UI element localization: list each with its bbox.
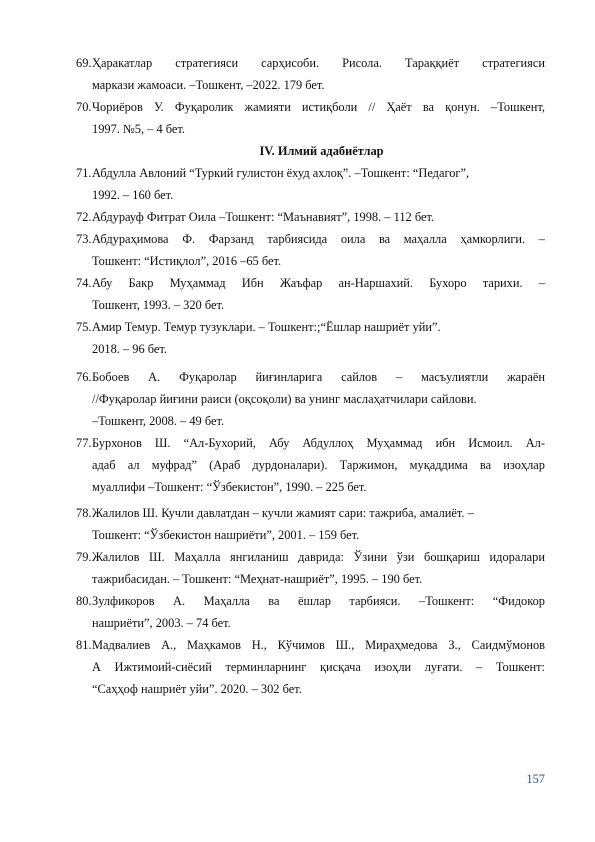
list-item — [76, 206, 545, 228]
list-item — [76, 162, 545, 206]
entry-line: Абдурауф Фитрат Оила –Тошкент: “Маънавият”, 1998. – 112 бет. — [92, 210, 435, 224]
entry-line: 1997. №5, – 4 бет. — [92, 122, 185, 136]
entry-line: Зулфикоров А. Маҳалла ва ёшлар тарбияси. –Тошкент: “Фидокор — [92, 594, 545, 608]
entry-line: Абдулла Авлоний “Туркий гулистон ёхуд ахлоқ”. –Тошкент: “Педагог”, — [92, 166, 470, 180]
entry-line: Жалилов Ш. Маҳалла янгиланиш даврида: Ўзини ўзи бошқариш идоралари — [92, 550, 545, 564]
list-item — [76, 366, 545, 432]
entry-number: 81. — [76, 638, 92, 652]
entry-line: Бурхонов Ш. “Ал-Бухорий, Абу Абдуллоҳ Муҳаммад ибн Исмоил. Ал- — [92, 436, 545, 450]
list-item — [76, 96, 545, 140]
list-item — [76, 634, 545, 700]
entry-line: “Саҳҳоф нашриёт уйи”. 2020. – 302 бет. — [92, 682, 302, 696]
entry-line: нашриёти”, 2003. – 74 бет. — [92, 616, 231, 630]
entry-line: Бобоев А. Фуқаролар йиғинларига сайлов – масъулиятли жараён — [92, 370, 545, 384]
entry-number: 69. — [76, 56, 92, 70]
section-heading: IV. Илмий адабиётлар — [259, 144, 384, 158]
entry-number: 70. — [76, 100, 92, 114]
entry-line: А Ижтимоий-сиёсий терминларнинг қисқача изоҳли луғати. – Тошкент: — [92, 660, 545, 674]
entry-number: 75. — [76, 320, 92, 334]
entry-line: тажрибасидан. – Тошкент: “Меҳнат-нашриёт”, 1995. – 190 бет. — [92, 572, 423, 586]
entry-line: адаб ал муфрад” (Араб дурдоналари). Таржимон, муқаддима ва изоҳлар — [92, 458, 545, 472]
entry-line: Абу Бакр Муҳаммад Ибн Жаъфар ан-Наршахий. Бухоро тарихи. – — [92, 276, 545, 290]
list-item — [76, 316, 545, 360]
list-item — [76, 502, 545, 546]
list-item — [76, 590, 545, 634]
entry-line: –Тошкент, 2008. – 49 бет. — [92, 414, 225, 428]
entry-line: Чориёров У. Фуқаролик жамияти истиқболи // Ҳаёт ва қонун. –Тошкент, — [92, 100, 545, 114]
list-item — [76, 432, 545, 498]
entry-number: 76. — [76, 370, 92, 384]
entry-number: 71. — [76, 166, 92, 180]
list-item — [76, 272, 545, 316]
list-item — [76, 546, 545, 590]
entry-line: 1992. – 160 бет. — [92, 188, 174, 202]
entry-line: Жалилов Ш. Кучли давлатдан – кучли жамият сари: тажриба, амалиёт. – — [92, 506, 474, 520]
entry-number: 74. — [76, 276, 92, 290]
entry-line: Ҳаракатлар стратегияси сарҳисоби. Рисола. Тараққиёт стратегияси — [92, 56, 545, 70]
entry-number: 79. — [76, 550, 92, 564]
entry-line: //Фуқаролар йиғини раиси (оқсоқоли) ва унинг маслаҳатчилари сайлови. — [92, 392, 477, 406]
entry-number: 72. — [76, 210, 92, 224]
entry-line: Тошкент: “Ўзбекистон нашриёти”, 2001. – 159 бет. — [92, 528, 360, 542]
list-item — [76, 52, 545, 96]
entry-line: муаллифи –Тошкент: “Ўзбекистон”, 1990. – 225 бет. — [92, 480, 367, 494]
list-item — [76, 228, 545, 272]
entry-line: Амир Темур. Темур тузуклари. – Тошкент:;“Ёшлар нашриёт уйи”. — [92, 320, 441, 334]
entry-line: Абдураҳимова Ф. Фарзанд тарбиясида оила ва маҳалла ҳамкорлиги. – — [92, 232, 545, 246]
entry-line: Тошкент, 1993. – 320 бет. — [92, 298, 225, 312]
entry-line: Тошкент: “Истиқлол”, 2016 –65 бет. — [92, 254, 282, 268]
page-number: 157 — [526, 772, 545, 786]
entry-number: 77. — [76, 436, 92, 450]
entry-line: Мадвалиев А., Маҳкамов Н., Кўчимов Ш., Мираҳмедова З., Саидмўмонов — [92, 638, 545, 652]
entry-line: маркази жамоаси. –Тошкент, –2022. 179 бет. — [92, 78, 325, 92]
entry-number: 73. — [76, 232, 92, 246]
entry-number: 80. — [76, 594, 92, 608]
entry-number: 78. — [76, 506, 92, 520]
entry-line: 2018. – 96 бет. — [92, 342, 167, 356]
bibliography-list — [76, 52, 545, 700]
